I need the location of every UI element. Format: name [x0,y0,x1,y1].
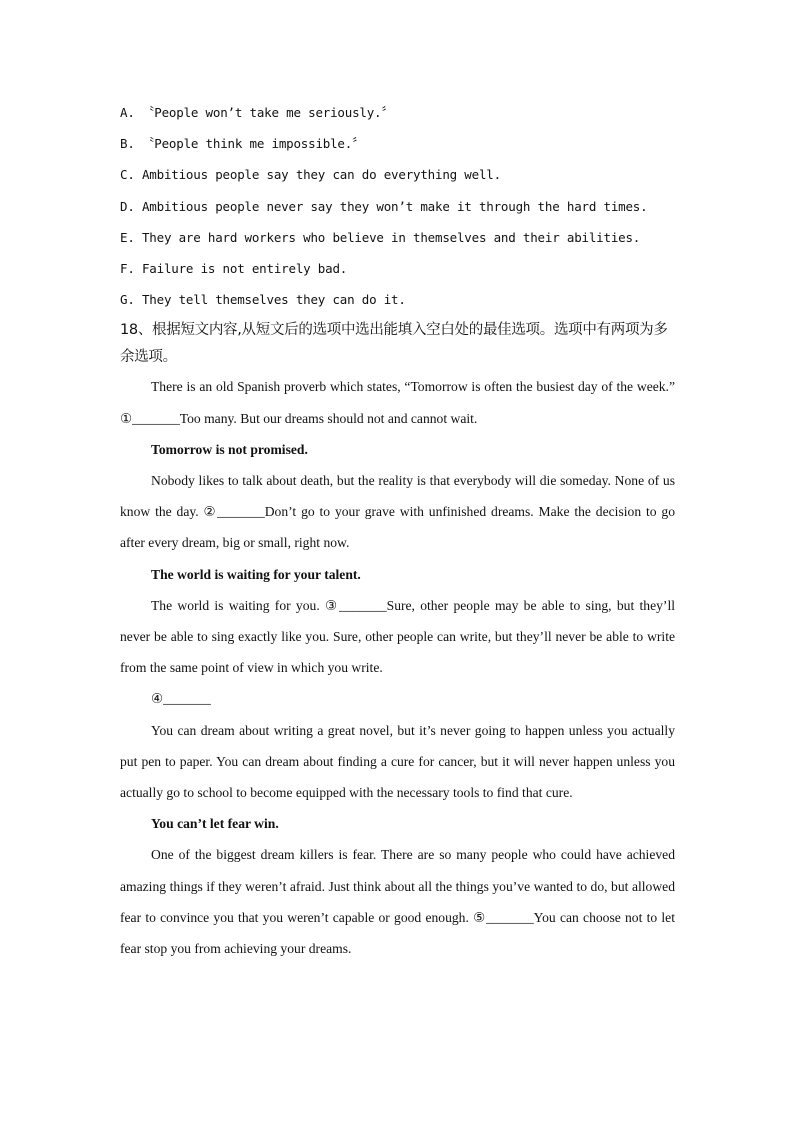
section-heading-2: The world is waiting for your talent. [151,566,361,582]
option-g: G. They tell themselves they can do it. [120,292,406,308]
question-header: 18、根据短文内容,从短文后的选项中选出能填入空白处的最佳选项。选项中有两项为多余选项。 [120,322,668,366]
passage-paragraph-4: You can dream about writing a great novel, but it’s never going to happen unless you actually put pen to paper. You can dream about finding a cure for cancer, but it will never happen unless you actually go to school to become equipped with the necessary tools to find that cure. [120,722,675,800]
document-page [120,97,675,964]
option-e: E. They are hard workers who believe in themselves and their abilities. [120,229,641,245]
section-heading-3: You can’t let fear win. [151,816,279,832]
option-a: A. 〝People won’t take me seriously.〞 [120,105,394,120]
option-b: B. 〝People think me impossible.〞 [120,136,365,152]
passage-paragraph-2: Nobody likes to talk about death, but the reality is that everybody will die someday. None of us know the day. ②_______Don’t go to your grave with unfinished dreams. Make the decision to go after every dream, big or small, right now. [120,472,675,551]
option-d: D. Ambitious people never say they won’t make it through the hard times. [120,198,648,214]
passage [120,371,675,964]
blank-4: ④_______ [151,691,211,707]
passage-paragraph-1: There is an old Spanish proverb which states, “Tomorrow is often the busiest day of the week.” ①_______Too many. But our dreams should not and cannot wait. [120,379,675,426]
option-f: F. Failure is not entirely bad. [120,260,348,276]
options-list [120,97,675,315]
passage-paragraph-5: One of the biggest dream killers is fear. There are so many people who could have achieved amazing things if they weren’t afraid. Just think about all the things you’ve wanted to do, but allowed fear to convince you that you weren’t capable or good enough. ⑤_______You can choose not to let fear stop you from achieving your dreams. [120,847,675,956]
section-heading-1: Tomorrow is not promised. [151,441,308,457]
passage-paragraph-3: The world is waiting for you. ③_______Sure, other people may be able to sing, but they’ll never be able to sing exactly like you. Sure, other people can write, but they’ll never be able to write from the same point of view in which you write. [120,597,675,676]
option-c: C. Ambitious people say they can do everything well. [120,167,501,183]
